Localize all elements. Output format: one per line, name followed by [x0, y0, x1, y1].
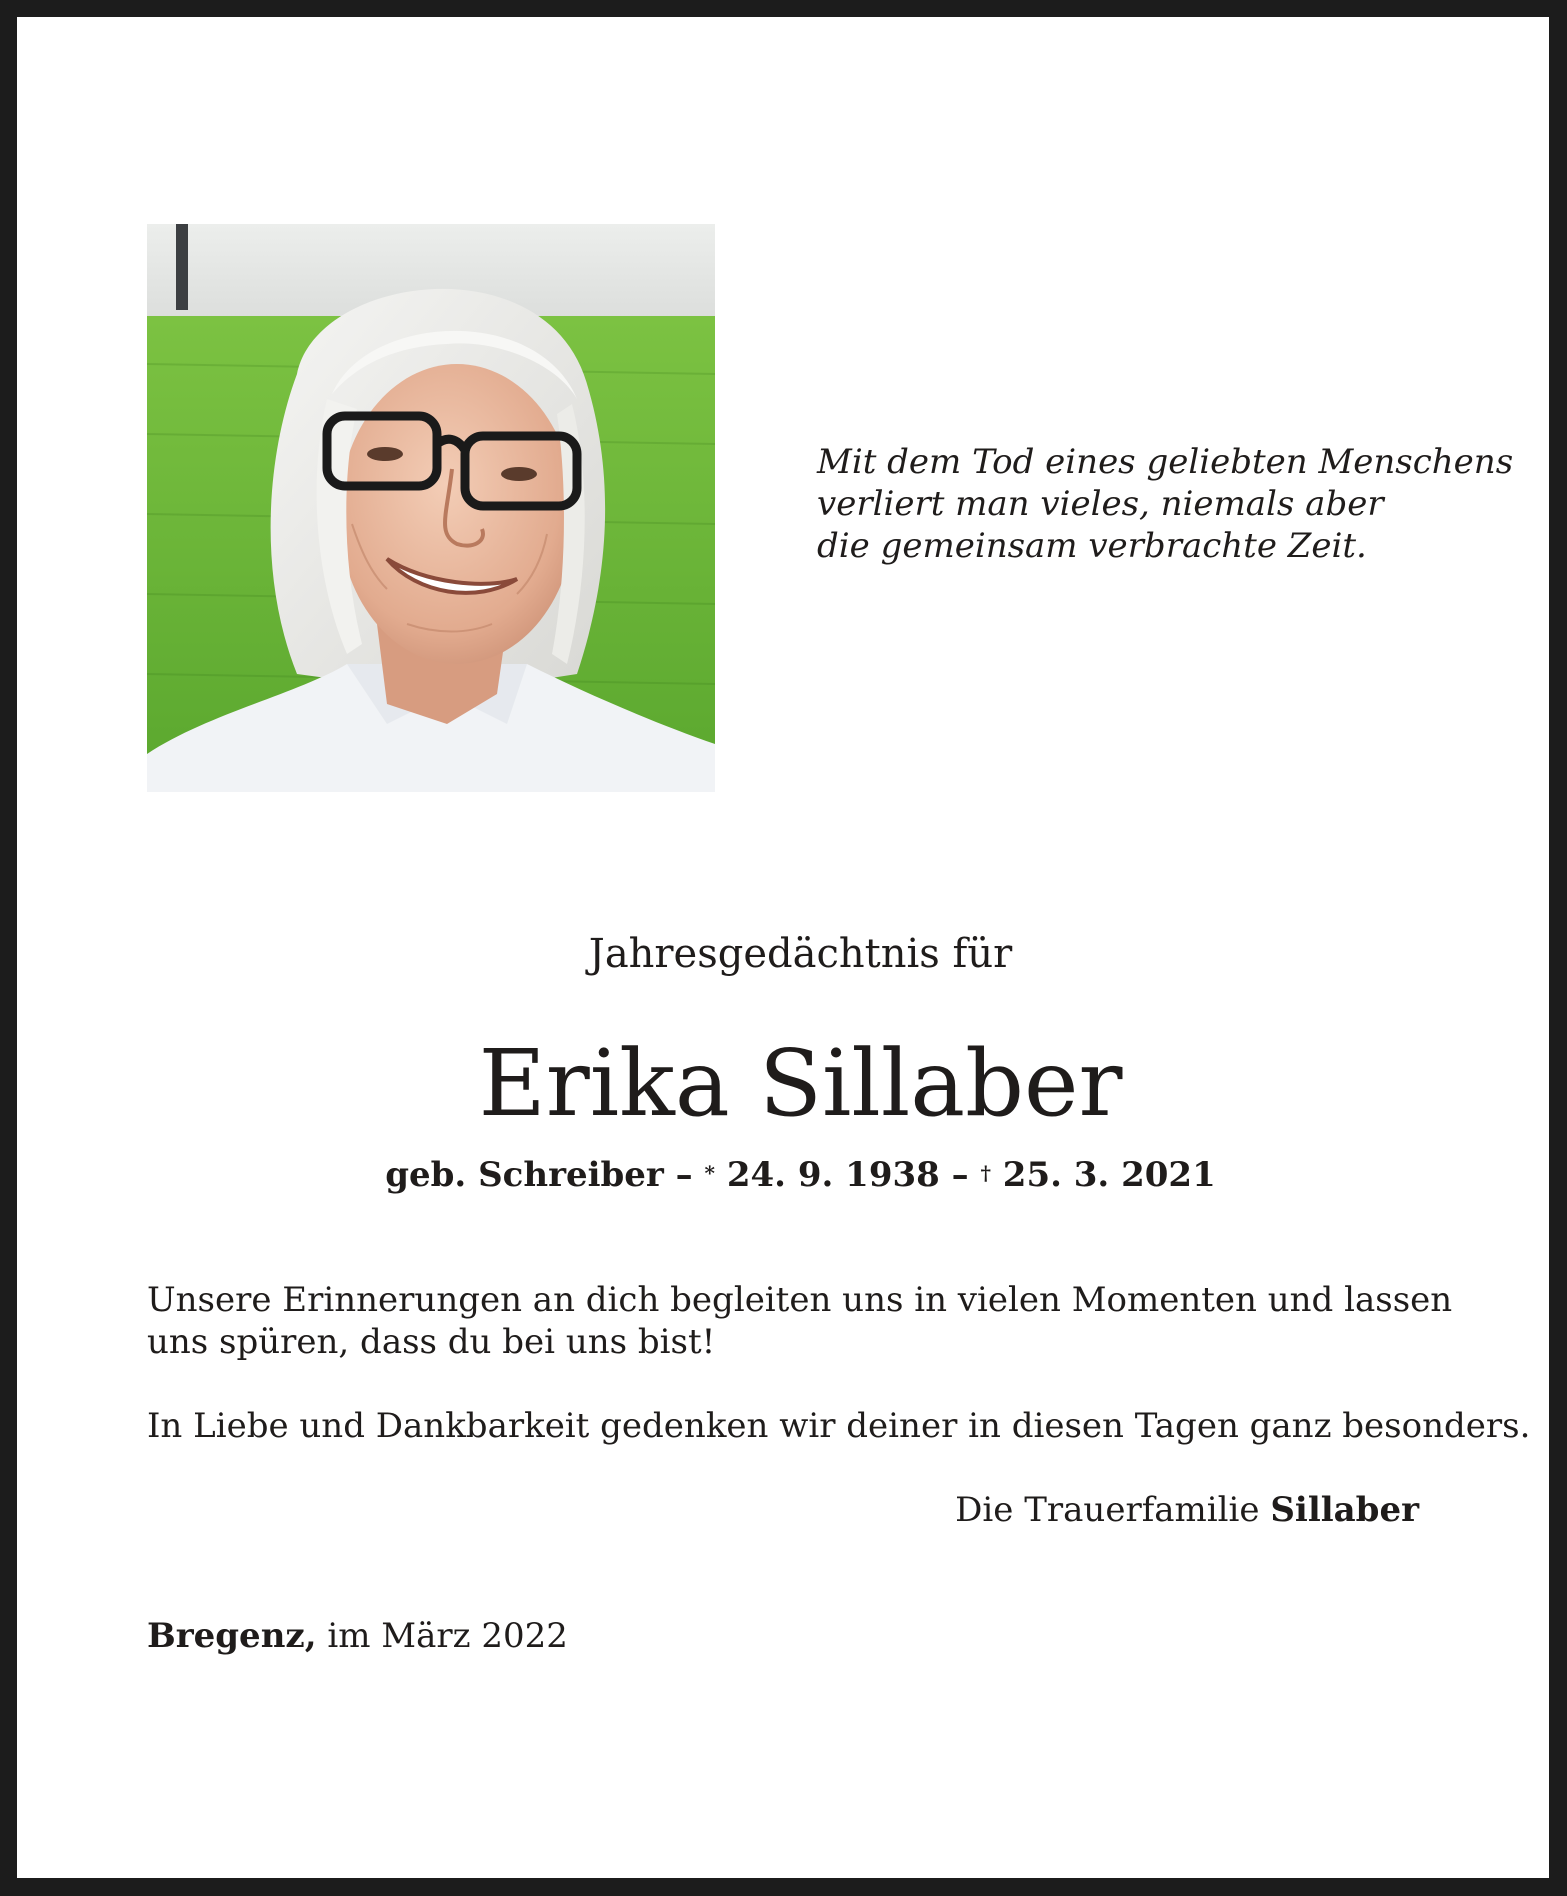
date: im März 2022	[316, 1616, 568, 1656]
death-date: 25. 3. 2021	[990, 1155, 1216, 1195]
place-date	[147, 1614, 568, 1658]
separator: –	[663, 1155, 705, 1195]
paragraph-line: In Liebe und Dankbarkeit gedenken wir deiner in diesen Tagen ganz besonders.	[147, 1406, 1531, 1446]
quote-line: die gemeinsam verbrachte Zeit.	[817, 526, 1367, 566]
separator: –	[939, 1155, 981, 1195]
birth-date: 24. 9. 1938	[715, 1155, 940, 1195]
place: Bregenz,	[147, 1616, 317, 1656]
memorial-quote	[817, 441, 1514, 567]
remembrance-paragraph	[147, 1279, 1457, 1363]
quote-line: Mit dem Tod eines geliebten Menschens	[817, 442, 1514, 482]
family-signature	[955, 1488, 1419, 1532]
deceased-name: Erika Sillaber	[478, 1030, 1123, 1137]
birth-symbol: *	[704, 1161, 715, 1185]
family-name: Sillaber	[1270, 1490, 1419, 1530]
life-dates	[17, 1151, 1567, 1199]
death-symbol: †	[980, 1161, 991, 1185]
gratitude-paragraph	[147, 1405, 1531, 1447]
maiden-name: geb. Schreiber	[385, 1155, 664, 1195]
portrait-illustration	[147, 224, 715, 792]
quote-line: verliert man vieles, niemals aber	[817, 484, 1384, 524]
portrait-photo	[147, 224, 715, 792]
paragraph-line: Unsere Erinnerungen an dich begleiten uns in vielen Momenten und lassen	[147, 1280, 1453, 1320]
memorial-heading: Jahresgedächtnis für	[588, 931, 1013, 977]
paragraph-line: uns spüren, dass du bei uns bist!	[147, 1322, 716, 1362]
signature-prefix: Die Trauerfamilie	[955, 1490, 1271, 1530]
